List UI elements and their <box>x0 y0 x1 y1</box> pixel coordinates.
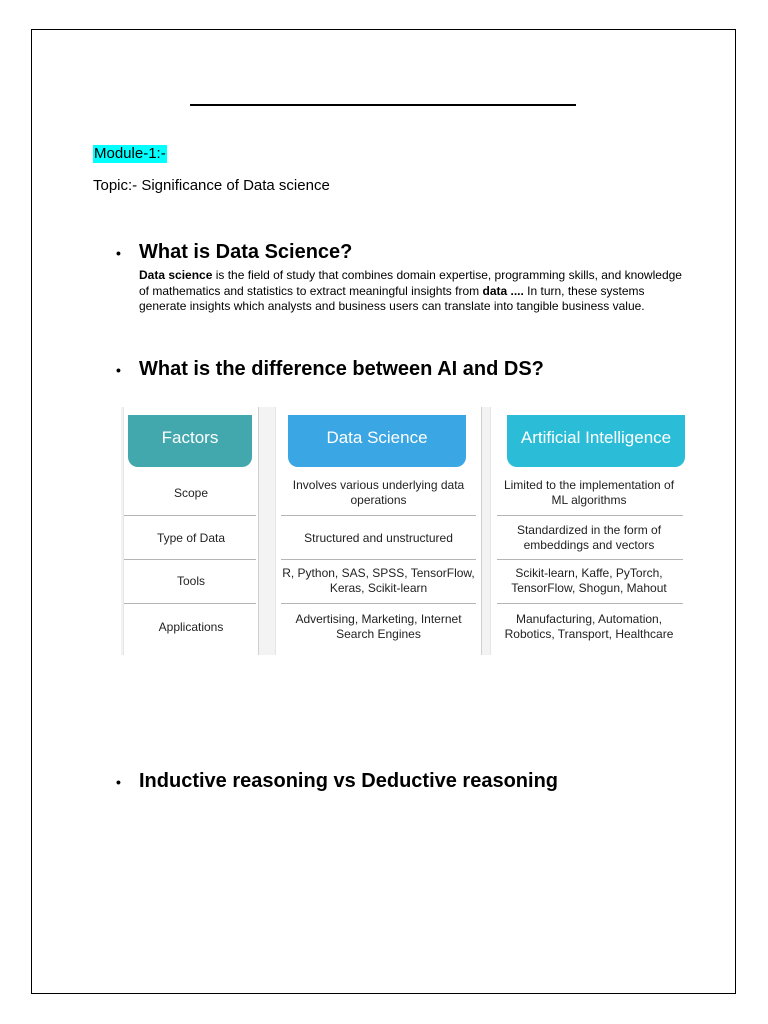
bullet-icon: • <box>116 361 121 378</box>
section-reasoning <box>116 769 558 794</box>
term-bold: Data science <box>139 268 213 282</box>
row-divider <box>281 515 476 516</box>
row-divider <box>497 559 683 560</box>
cell-factor: Applications <box>158 619 224 634</box>
cell-data-science: Structured and unstructured <box>304 530 453 545</box>
cell-data-science: Involves various underlying data operations <box>292 478 465 507</box>
cell-factor: Scope <box>173 485 209 500</box>
section-heading: What is the difference between AI and DS? <box>139 358 544 380</box>
header-factors: Factors <box>128 415 252 467</box>
paragraph-text-2: In turn, these systems generate insights which analysts and business users can translate into tangible business value. <box>139 283 645 313</box>
cell-data-science: Advertising, Marketing, Internet Search Engines <box>295 612 462 641</box>
row-divider <box>497 515 683 516</box>
module-label: Module-1:- <box>94 145 166 162</box>
section-heading: What is Data Science? <box>139 241 353 263</box>
row-divider <box>281 559 476 560</box>
term-bold-2: data .... <box>482 283 524 298</box>
row-divider <box>124 559 256 560</box>
row-divider <box>281 603 476 604</box>
paragraph-text-1: is the field of study that combines domain expertise, programming skills, and knowledge of mathematics and statistics to extract meaningful insights from <box>139 268 682 298</box>
section-heading: Inductive reasoning vs Deductive reasoning <box>139 770 559 792</box>
cell-ai: Scikit-learn, Kaffe, PyTorch, TensorFlow, Shogun, Mahout <box>511 566 667 595</box>
row-divider <box>124 603 256 604</box>
bullet-icon: • <box>116 244 121 261</box>
section-data-science <box>116 240 352 265</box>
top-rule <box>190 104 576 106</box>
cell-ai: Manufacturing, Automation, Robotics, Transport, Healthcare <box>504 612 674 641</box>
topic-line: Topic:- Significance of Data science <box>93 177 330 194</box>
cell-factor: Tools <box>176 573 205 588</box>
cell-factor: Type of Data <box>156 530 226 545</box>
section-ai-vs-ds <box>116 357 544 382</box>
definition-paragraph <box>139 268 687 315</box>
cell-ai: Standardized in the form of embeddings and vectors <box>516 523 662 552</box>
header-ai: Artificial Intelligence <box>507 415 685 467</box>
bullet-icon: • <box>116 773 121 790</box>
row-divider <box>124 515 256 516</box>
cell-ai: Limited to the implementation of ML algorithms <box>503 478 675 507</box>
comparison-figure <box>121 407 687 655</box>
row-divider <box>497 603 683 604</box>
header-data-science: Data Science <box>288 415 466 467</box>
cell-data-science: R, Python, SAS, SPSS, TensorFlow, Keras, Scikit-learn <box>282 566 475 595</box>
